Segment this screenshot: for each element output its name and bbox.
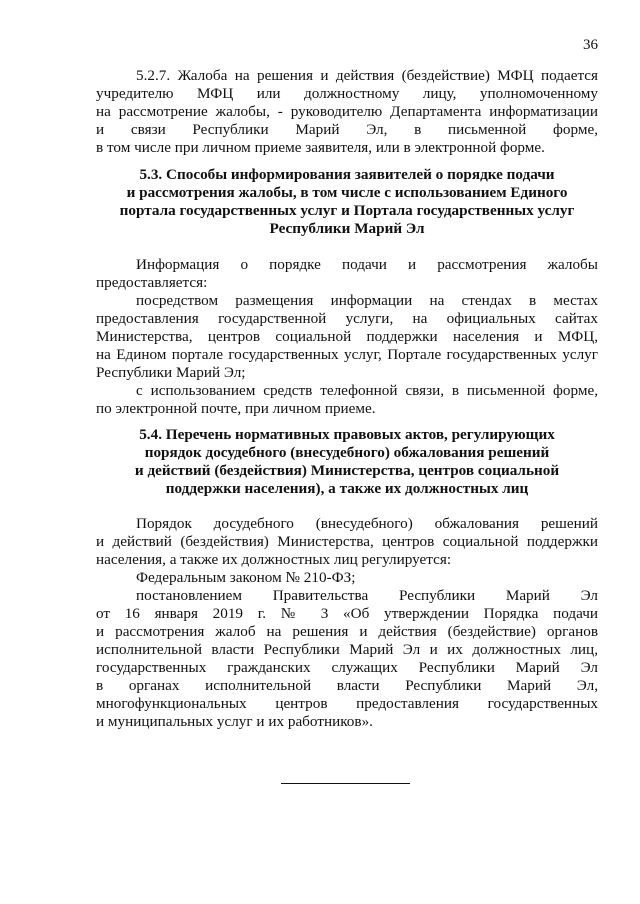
text-line: по электронной почте, при личном приеме. <box>96 400 376 417</box>
text-line: учредителю МФЦ или должностному лицу, уполномоченному <box>96 85 598 102</box>
heading-line: порядок досудебного (внесудебного) обжалования решений <box>144 444 550 461</box>
heading-line: 5.4. Перечень нормативных правовых актов, регулирующих <box>139 426 555 443</box>
text-line: Министерства, центров социальной поддержки населения и МФЦ, <box>96 328 598 345</box>
text-line: и действий (бездействия) Министерства, центров социальной поддержки <box>96 533 598 550</box>
text-line: Республики Марий Эл; <box>96 364 246 381</box>
text-line: на рассмотрение жалобы, - руководителю Департамента информатизации <box>96 103 598 120</box>
text-line: на Едином портале государственных услуг, Портале государственных услуг <box>96 346 598 363</box>
heading-line: Республики Марий Эл <box>269 220 425 237</box>
heading-line: портала государственных услуг и Портала государственных услуг <box>119 202 575 219</box>
text-line: в том числе при личном приеме заявителя, или в электронной форме. <box>96 139 545 156</box>
text-line: предоставления государственной услуги, на официальных сайтах <box>96 310 598 327</box>
heading-line: 5.3. Способы информирования заявителей о порядке подачи <box>139 166 555 183</box>
page-number: 36 <box>583 37 598 53</box>
text-line: государственных гражданских служащих Республики Марий Эл <box>96 659 598 676</box>
text-line: постановлением Правительства Республики Марий Эл <box>136 587 598 604</box>
heading-line: и рассмотрения жалобы, в том числе с использованием Единого <box>126 184 568 201</box>
text-line: и муниципальных услуг и их работников». <box>96 713 373 730</box>
text-line: от 16 января 2019 г. № 3 «Об утверждении Порядка подачи <box>96 605 598 622</box>
heading-line: и действий (бездействия) Министерства, центров социальной <box>134 462 560 479</box>
text-line: и связи Республики Марий Эл, в письменной форме, <box>96 121 598 138</box>
text-line: посредством размещения информации на стендах в местах <box>136 292 598 309</box>
heading-line: поддержки населения), а также их должностных лиц <box>165 480 529 497</box>
text-line: 5.2.7. Жалоба на решения и действия (бездействие) МФЦ подается <box>136 67 598 84</box>
text-line: с использованием средств телефонной связи, в письменной форме, <box>136 382 598 399</box>
text-line: и рассмотрения жалоб на решения и действия (бездействие) органов <box>96 623 598 640</box>
paragraph-5-4-law: Федеральным законом № 210-ФЗ; <box>136 569 356 586</box>
text-line: исполнительной власти Республики Марий Эл и их должностных лиц, <box>96 641 598 658</box>
closing-divider <box>281 783 410 784</box>
text-line: многофункциональных центров предоставления государственных <box>96 695 598 712</box>
text-line: предоставляется: <box>96 274 208 291</box>
text-line: в органах исполнительной власти Республики Марий Эл, <box>96 677 598 694</box>
text-line: Информация о порядке подачи и рассмотрения жалобы <box>136 256 598 273</box>
text-line: населения, а также их должностных лиц регулируется: <box>96 551 452 568</box>
text-line: Порядок досудебного (внесудебного) обжалования решений <box>136 515 598 532</box>
